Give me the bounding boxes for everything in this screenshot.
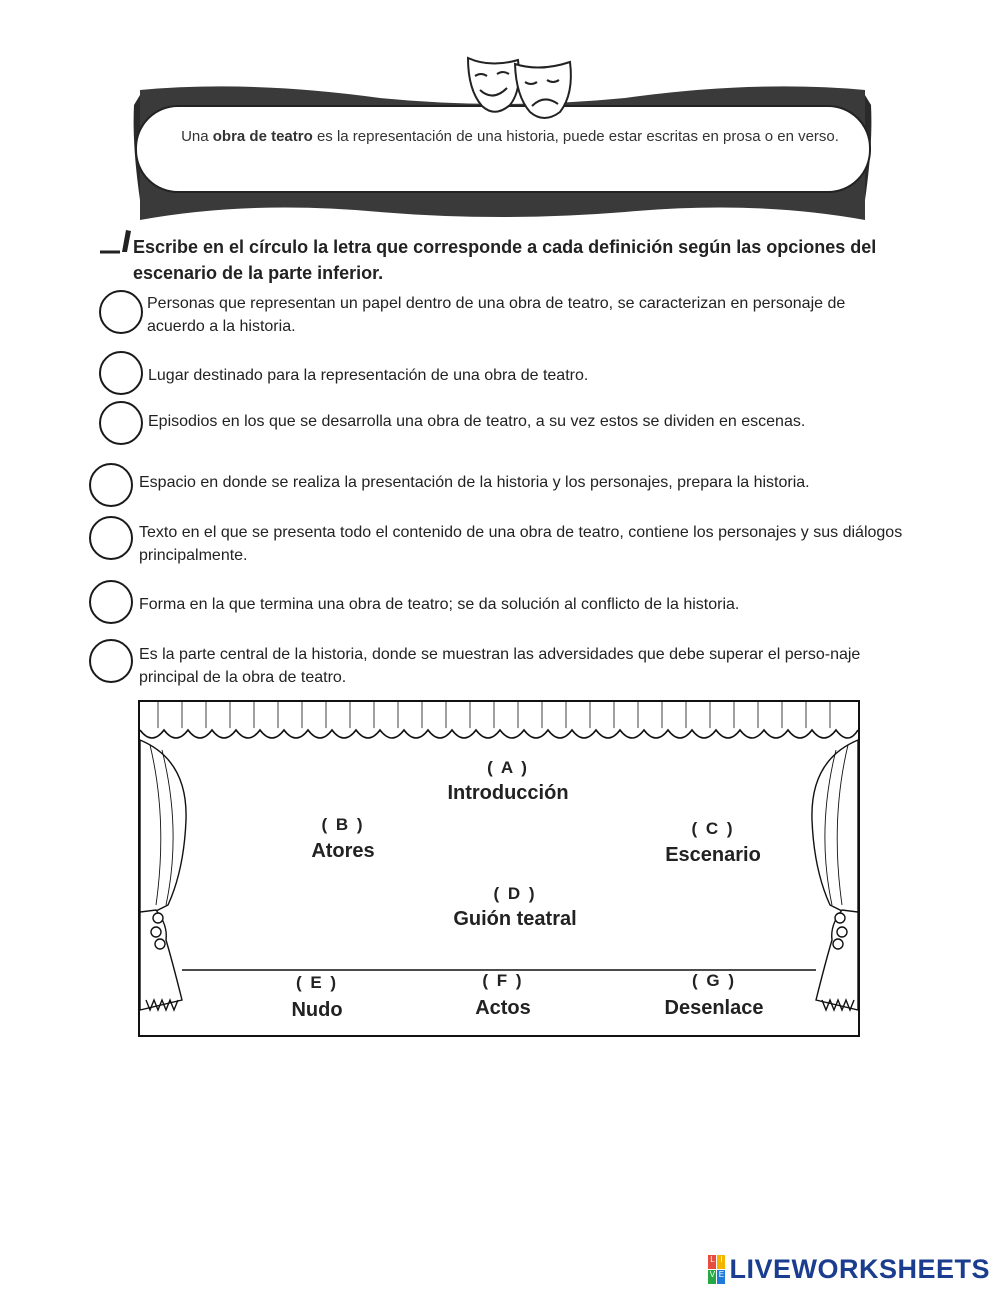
definition-term: obra de teatro	[212, 128, 313, 145]
option-d-word: Guión teatral	[453, 908, 577, 930]
definition-text: Una obra de teatro es la representación de una historia, puede estar escritas en prosa o en verso.	[181, 128, 839, 145]
question-4: Espacio en donde se realiza la presentación de la historia y los personajes, prepara la historia.	[139, 474, 810, 491]
question-3: Episodios en los que se desarrolla una obra de teatro, a su vez estos se dividen en escenas.	[148, 413, 806, 430]
logo-blocks-icon: L I V E	[708, 1255, 725, 1284]
question-7: Es la parte central de la historia, donde se muestran las adversidades que debe superar el perso-naje principal de la obra de teatro.	[139, 646, 861, 686]
answer-circle-1[interactable]	[99, 290, 143, 334]
option-d-letter: ( D )	[493, 884, 537, 903]
option-b-letter: ( B )	[321, 815, 365, 834]
option-a-letter: ( A )	[487, 758, 529, 777]
logo-text: LIVEWORKSHEETS	[729, 1253, 990, 1284]
pencil-icon	[98, 222, 134, 258]
option-g-letter: ( G )	[692, 971, 736, 990]
answer-circle-4[interactable]	[89, 463, 133, 507]
option-e-word: Nudo	[291, 999, 343, 1021]
answer-circle-2[interactable]	[99, 351, 143, 395]
question-5: Texto en el que se presenta todo el contenido de una obra de teatro, contiene los personajes y sus diálogos principalmente.	[139, 524, 903, 564]
liveworksheets-logo	[708, 1254, 990, 1284]
option-c-letter: ( C )	[691, 819, 735, 838]
question-2: Lugar destinado para la representación de una obra de teatro.	[148, 367, 589, 384]
option-a-word: Introducción	[447, 782, 569, 804]
answer-circle-6[interactable]	[89, 580, 133, 624]
option-f-word: Actos	[475, 997, 531, 1019]
answer-circle-7[interactable]	[89, 639, 133, 683]
option-g-word: Desenlace	[664, 997, 764, 1019]
option-e-letter: ( E )	[295, 973, 339, 992]
option-b-word: Atores	[311, 840, 375, 862]
answer-circle-5[interactable]	[89, 516, 133, 560]
option-f-letter: ( F )	[482, 971, 524, 990]
instruction-text: Escribe en el círculo la letra que corresponde a cada definición según las opciones del escenario de la parte inferior.	[133, 237, 877, 283]
question-1: Personas que representan un papel dentro de una obra de teatro, se caracterizan en personaje de acuerdo a la historia.	[147, 295, 846, 335]
question-6: Forma en la que termina una obra de teatro; se da solución al conflicto de la historia.	[139, 596, 740, 613]
answer-circle-3[interactable]	[99, 401, 143, 445]
option-c-word: Escenario	[665, 844, 761, 866]
